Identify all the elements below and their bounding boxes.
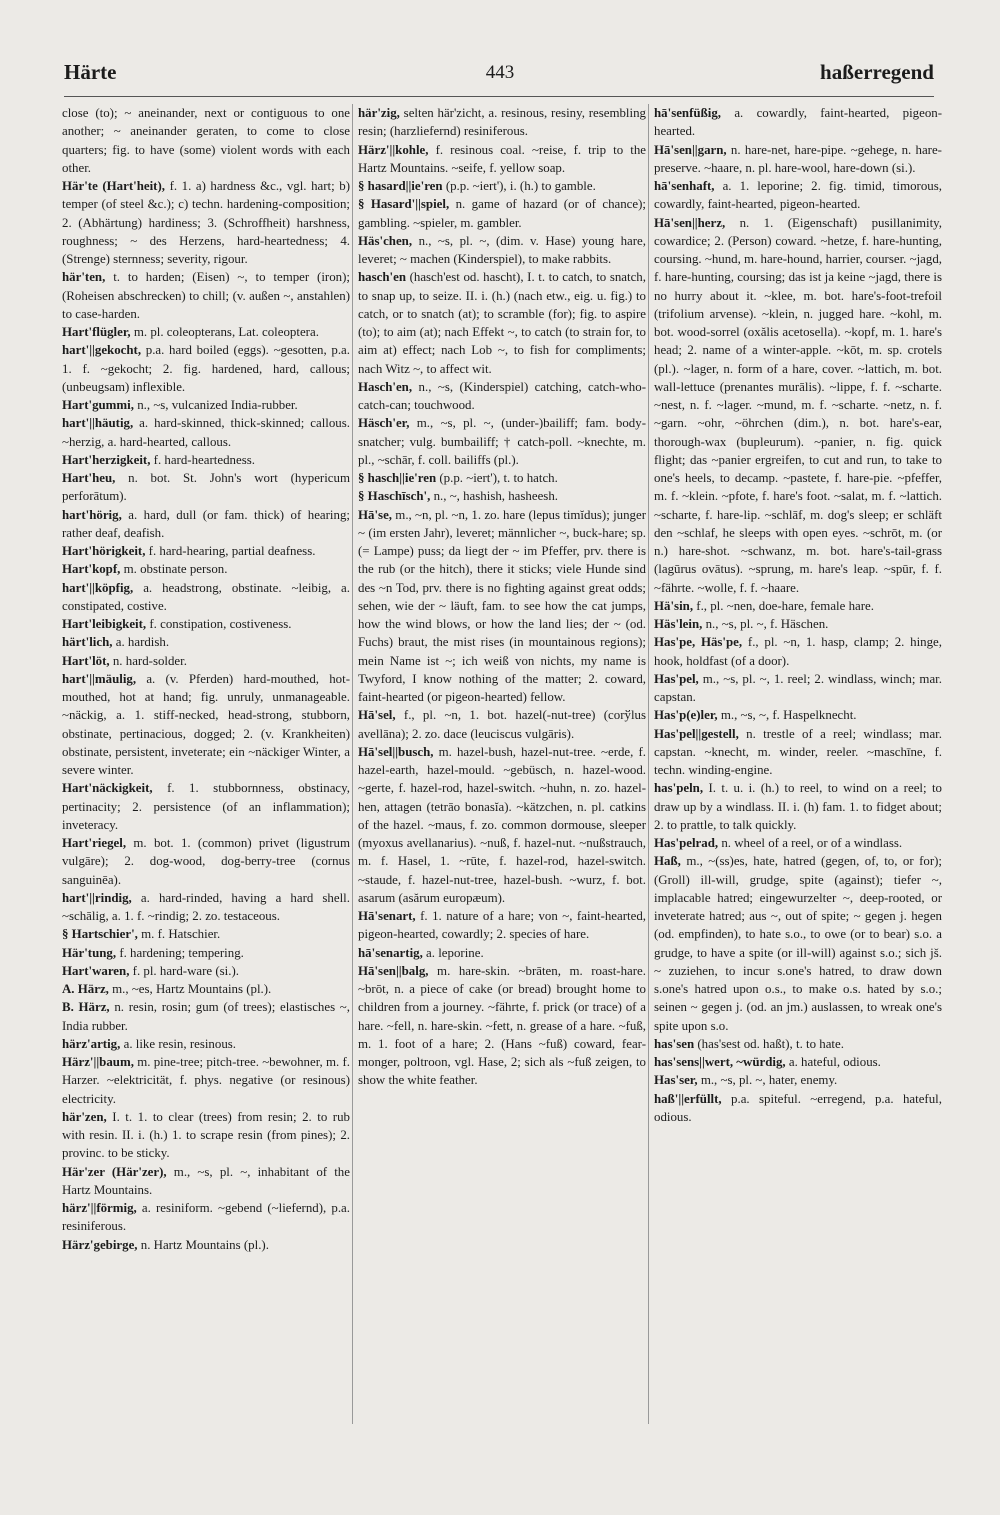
dictionary-entry <box>358 962 646 1090</box>
dictionary-entry <box>654 1071 942 1089</box>
entry-headword: § hasard||ie'ren <box>358 179 443 193</box>
entry-definition: n., ~s, pl. ~, f. Häschen. <box>705 617 829 631</box>
entry-definition: (has'sest od. haßt), t. to hate. <box>697 1036 844 1051</box>
dictionary-entry <box>62 652 350 670</box>
entry-definition: n. Hartz Mountains (pl.). <box>140 1237 269 1252</box>
entry-definition: a. leporine. <box>426 945 484 960</box>
entry-headword: här'zig, <box>358 106 400 120</box>
entry-definition: n. game of hazard (or of chance); gambling. ~spieler, m. gambler. <box>358 197 646 230</box>
column-divider <box>352 104 353 1424</box>
dictionary-entry <box>358 268 646 378</box>
entry-definition: p.a. spiteful. ~erregend, p.a. hateful, odious. <box>654 1091 942 1124</box>
entry-headword: Hā'se, <box>358 507 393 522</box>
entry-definition: n., ~s, (Kinderspiel) catching, catch-who-catch-can; touchwood. <box>358 379 646 412</box>
dictionary-entry <box>358 487 646 505</box>
entry-headword: hā'senfüßig, <box>654 106 721 120</box>
entry-definition: n. 1. (Eigenschaft) pusillanimity, cowardice; 2. (Person) coward. ~hetze, f. hare-hunting, coursing. ~hund, m. hare-hound, harrier, courser. ~jagd, f. hare-hunting, coursing; das ist ja keine ~jagd, there is no hurry about it. ~klee, m. bot. hare's-foot-trefoil (trifolium arvense). ~klein, n. jugged hare. ~kohl, m. bot. wood-sorrel (oxălis acetosella). ~kopf, m. 1. hare's head; 2. name of a winter-apple. ~kōt, m. sp. crotels (pl.). ~lager, n. form of a hare, cover. ~lattich, m. bot. wall-lettuce (prenantes murālis). ~lippe, f. f. ~scharte. ~nest, n. f. ~lager. ~mund, m. f. ~scharte. ~netz, n. f. ~garn. ~ohr, ~öhrchen (dim.), n. bot. hare's-ear, thorough-wax (bupleurum). ~panier, n. fig. quick flight; das ~panier ergreifen, to cut and run, to take to one's heels, to decamp. ~pastete, f. hare-pie. ~pfeffer, m. f. ~klein. ~pfote, f. hare's foot. ~salat, m. f. ~lattich. ~scharte, f. hare-lip. ~schlāf, m. dog's sleep; er schläft den ~schlaf, he sleeps with open eyes. ~schrōt, m. (or n.) hare-shot. ~schwanz, m. bot. hare's-tail-grass (lagūrus ovātus). ~sprung, m. hare's leap. ~spūr, f. f. ~fährte. ~wolle, f. f. ~haare. <box>654 215 942 595</box>
dictionary-entry <box>62 834 350 889</box>
entry-headword: Härz'gebirge, <box>62 1237 138 1252</box>
entry-definition: f. resinous coal. ~reise, f. trip to the Hartz Mountains. ~seife, f. yellow soap. <box>358 142 646 175</box>
entry-headword: has'peln, <box>654 781 704 796</box>
dictionary-entry <box>62 396 350 414</box>
dictionary-entry <box>62 542 350 560</box>
entry-definition: a. headstrong, obstinate. ~leibig, a. constipated, costive. <box>62 580 350 613</box>
entry-headword: § hasch||ie'ren <box>358 471 437 485</box>
entry-definition: m. pl. coleopterans, Lat. coleoptera. <box>133 325 319 339</box>
entry-headword: hā'senhaft, <box>654 179 715 193</box>
dictionary-entry <box>358 232 646 269</box>
column-2 <box>358 104 646 1090</box>
entry-headword: Hā'sen||balg, <box>358 963 429 978</box>
header-rule <box>64 96 934 97</box>
entry-definition: a. resiniform. ~gebend (~liefernd), p.a. resiniferous. <box>62 1201 350 1234</box>
entry-definition: f., pl. ~n, 1. bot. hazel(-nut-tree) (corўlus avellāna); 2. zo. dace (leuciscus vulgāris). <box>358 708 646 741</box>
entry-headword: Hä'sin, <box>654 598 694 613</box>
entry-headword: hart'||gekocht, <box>62 343 142 358</box>
entry-definition: (hasch'est od. hascht), I. t. to catch, to snatch, to snap up, to seize. II. i. (h.) (nach etw., eig. u. fig.) to catch, or to snatch (at); to scramble (for); fig. to aspire (to); to aim (at); nach Effekt ~, to catch (to strain for, to aim at) effect; nach Lob ~, to fish for compliments; nach Witz ~, to affect wit. <box>358 270 646 376</box>
entry-definition: m. bot. 1. (common) privet (ligustrum vulgāre); 2. dog-wood, dog-berry-tree (cornus sanguinēa). <box>62 836 350 887</box>
entry-headword: hart'hörig, <box>62 507 122 522</box>
entry-headword: Hā'sen||garn, <box>654 142 727 157</box>
dictionary-entry <box>358 378 646 415</box>
dictionary-entry <box>654 670 942 707</box>
dictionary-entry <box>654 1090 942 1127</box>
dictionary-entry <box>62 451 350 469</box>
entry-definition: (p.p. ~iert'), i. (h.) to gamble. <box>445 179 596 193</box>
running-head-right: haßerregend <box>820 60 934 84</box>
entry-headword: härz'||förmig, <box>62 1201 137 1215</box>
dictionary-entry <box>62 962 350 980</box>
entry-definition: m. hazel-bush, hazel-nut-tree. ~erde, f. hazel-earth, hazel-mould. ~gebüsch, n. hazel-wood. ~gerte, f. hazel-rod, hazel-switch. ~huhn, n. zo. hazel-hen, attagen (tetrāo bonasĭa). ~kätzchen, n. pl. catkins of the hazel. ~maus, f. zo. common dormouse, sleeper (myoxus avellanarius). ~nuß, f. hazel-nut. ~nußstrauch, m. f. Hasel, 1. ~rūte, f. hazel-rod, hazel-switch. ~staude, f. hazel-nut-tree, hazel-bush. ~wurz, f. bot. asarum (asărum europæum). <box>358 744 646 905</box>
entry-definition: f. hard-heartedness. <box>153 452 255 467</box>
entry-headword: Hā'sel||busch, <box>358 744 434 759</box>
entry-definition: n. hard-solder. <box>112 653 187 668</box>
entry-headword: Härz'||baum, <box>62 1055 134 1069</box>
entry-headword: Has'p(e)ler, <box>654 708 718 723</box>
entry-definition: f., pl. ~n, 1. hasp, clamp; 2. hinge, hook, holdfast (of a door). <box>654 635 942 668</box>
entry-headword: has'sen <box>654 1036 695 1051</box>
entry-headword: has'sens||wert, ~würdig, <box>654 1055 786 1069</box>
dictionary-entry <box>358 469 646 487</box>
entry-definition: f. 1. a) hardness &c., vgl. hart; b) temper (of steel &c.); c) techn. hardening-composition; 2. (Abhärtung) hardiness; 3. (Schroffheit) harshness, roughness; ~ des Herzens, hard-heartedness; 4. (Strenge) sternness; severity, rigour. <box>62 179 351 266</box>
dictionary-entry <box>358 141 646 178</box>
entry-headword: Hart'hörigkeit, <box>62 544 146 558</box>
entry-definition: m. obstinate person. <box>123 562 228 577</box>
dictionary-entry <box>62 506 350 543</box>
entry-definition: f. pl. hard-ware (si.). <box>132 963 239 978</box>
dictionary-entry <box>62 177 350 268</box>
entry-definition: a. hard-rinded, having a hard shell. ~schālig, a. 1. f. ~rindig; 2. zo. testaceous. <box>62 890 350 923</box>
entry-definition: n., ~s, vulcanized India-rubber. <box>137 398 298 412</box>
dictionary-entry <box>62 1199 350 1236</box>
entry-headword: Hart'waren, <box>62 963 130 978</box>
dictionary-entry <box>62 1108 350 1163</box>
entry-definition: f., pl. ~nen, doe-hare, female hare. <box>696 598 874 613</box>
dictionary-entry <box>62 323 350 341</box>
dictionary-entry <box>358 944 646 962</box>
entry-headword: hart'||köpfig, <box>62 580 134 595</box>
entry-definition: a. like resin, resinous. <box>123 1036 237 1051</box>
entry-headword: Hā'sel, <box>358 708 396 723</box>
entry-headword: Hart'gummi, <box>62 398 134 412</box>
entry-headword: hā'senartig, <box>358 945 423 960</box>
dictionary-entry <box>654 1035 942 1053</box>
entry-definition: m., ~es, Hartz Mountains (pl.). <box>112 982 272 996</box>
entry-headword: Härz'||kohle, <box>358 142 429 157</box>
dictionary-entry <box>62 1053 350 1108</box>
entry-definition: m., ~n, pl. ~n, 1. zo. hare (lepus timĭdus); junger ~ (im ersten Jahr), leveret; männlicher ~, buck-hare; sp. (= Lampe) puss; da liegt der ~ im Pfeffer, prv. there is the rub (or the hitch), there it sticks; viele Hunde sind des ~n Tod, prv. there is no fighting against great odds; sehen, wie der ~ läuft, fam. to see how the cat jumps, how the wind blows, or how the land lies; der ~ (od. Fuchs) braut, the mist rises (in mountainous regions); mein Name ist ~; ich weiß von nichts, my name is Twyford, I know nothing of the matter; 2. coward, faint-hearted (or pigeon-hearted) fellow. <box>358 507 646 704</box>
dictionary-entry <box>62 615 350 633</box>
dictionary-entry <box>358 414 646 469</box>
entry-headword: Hart'näckigkeit, <box>62 781 153 796</box>
entry-definition: close (to); ~ aneinander, next or contiguous to one another; ~ aneinander geraten, to come to close quarters; fig. to have (some) violent words with each other. <box>62 106 350 175</box>
entry-definition: a. hard, dull (or fam. thick) of hearing; rather deaf, deafish. <box>62 507 350 540</box>
entry-headword: här'zen, <box>62 1109 107 1124</box>
dictionary-entry <box>654 779 942 834</box>
dictionary-entry <box>654 214 942 597</box>
entry-headword: Hart'riegel, <box>62 836 127 850</box>
dictionary-entry <box>62 944 350 962</box>
entry-headword: § Haschīsch', <box>358 489 431 504</box>
entry-definition: m. hare-skin. ~brāten, m. roast-hare. ~brōt, n. a piece of cake (or bread) brought home to children from a journey. ~fährte, f. prick (or trace) of a hare. ~fell, n. hare-skin. ~fett, n. grease of a hare. ~fuß, m. 1. foot of a hare; 2. (Hans ~fuß) coward, fear-monger, poltroon, vgl. Hase, 2; sich als ~fuß zeigen, to show the white feather. <box>358 963 646 1088</box>
entry-headword: Häs'chen, <box>358 233 413 248</box>
dictionary-entry <box>358 743 646 907</box>
entry-headword: hart'||rindig, <box>62 890 132 905</box>
entry-headword: Has'pe, Häs'pe, <box>654 635 743 650</box>
entry-definition: m. f. Hatschier. <box>141 927 221 942</box>
entry-headword: Hasch'en, <box>358 379 413 394</box>
entry-definition: n. hare-net, hare-pipe. ~gehege, n. hare-preserve. ~haare, n. pl. hare-wool, hare-down (si.). <box>654 142 942 175</box>
dictionary-entry <box>62 414 350 451</box>
entry-definition: a. 1. leporine; 2. fig. timid, timorous, cowardly, faint-hearted, pigeon-hearted. <box>654 179 942 212</box>
dictionary-entry <box>654 725 942 780</box>
entry-headword: Här'te (Hart'heit), <box>62 179 165 193</box>
dictionary-entry <box>62 980 350 998</box>
dictionary-entry <box>62 1163 350 1200</box>
dictionary-entry <box>62 560 350 578</box>
entry-headword: Hart'leibigkeit, <box>62 617 147 631</box>
dictionary-entry <box>654 834 942 852</box>
entry-definition: selten här'zicht, a. resinous, resiny, resembling resin; (harzliefernd) resiniferous. <box>358 106 646 139</box>
dictionary-entry <box>358 506 646 707</box>
entry-definition: n. wheel of a reel, or of a windlass. <box>721 836 903 850</box>
entry-headword: här'ten, <box>62 270 106 285</box>
entry-definition: n. bot. St. John's wort (hypericum perforātum). <box>62 471 350 504</box>
dictionary-entry <box>62 469 350 506</box>
entry-headword: Hā'sen||herz, <box>654 215 726 230</box>
entry-headword: härt'lich, <box>62 635 113 650</box>
entry-headword: Hart'flügler, <box>62 325 131 339</box>
entry-headword: Häs'lein, <box>654 617 703 631</box>
entry-headword: Hart'löt, <box>62 653 110 668</box>
entry-definition: f. constipation, costiveness. <box>149 617 292 631</box>
dictionary-entry <box>62 104 350 177</box>
dictionary-entry <box>654 615 942 633</box>
entry-headword: § Hartschier', <box>62 927 138 942</box>
dictionary-entry <box>654 706 942 724</box>
entry-headword: A. Härz, <box>62 982 109 996</box>
dictionary-entry <box>62 1236 350 1254</box>
entry-definition: f. hard-hearing, partial deafness. <box>148 544 316 558</box>
entry-definition: f. hardening; tempering. <box>119 945 244 960</box>
entry-definition: a. hard-skinned, thick-skinned; callous. ~herzig, a. hard-hearted, callous. <box>62 416 350 449</box>
column-divider <box>648 104 649 1424</box>
dictionary-entry <box>62 779 350 834</box>
dictionary-entry <box>62 998 350 1035</box>
dictionary-entry <box>654 852 942 1035</box>
entry-headword: Has'ser, <box>654 1073 698 1088</box>
dictionary-entry <box>358 104 646 141</box>
entry-headword: Hart'herzigkeit, <box>62 452 151 467</box>
column-1 <box>62 104 350 1254</box>
entry-definition: a. cowardly, faint-hearted, pigeon-hearted. <box>654 106 942 139</box>
entry-definition: m., ~s, pl. ~, inhabitant of the Hartz Mountains. <box>62 1164 350 1197</box>
entry-definition: n., ~, hashish, hasheesh. <box>433 489 558 504</box>
entry-definition: f. 1. stubbornness, obstinacy, pertinacity; 2. persistence (of an inflammation); inveteracy. <box>62 781 350 832</box>
dictionary-entry <box>62 633 350 651</box>
dictionary-entry <box>358 177 646 195</box>
dictionary-entry <box>358 907 646 944</box>
page-number: 443 <box>485 62 515 83</box>
entry-headword: Här'zer (Här'zer), <box>62 1164 167 1179</box>
entry-definition: a. hateful, odious. <box>788 1055 881 1069</box>
entry-headword: hart'||mäulig, <box>62 671 137 686</box>
entry-definition: a. hardish. <box>115 635 170 650</box>
dictionary-entry <box>358 706 646 743</box>
dictionary-entry <box>62 579 350 616</box>
entry-headword: B. Härz, <box>62 1000 110 1015</box>
dictionary-entry <box>358 195 646 232</box>
dictionary-entry <box>62 341 350 396</box>
entry-headword: Hā'senart, <box>358 909 416 923</box>
entry-definition: m., ~s, pl. ~, 1. reel; 2. windlass, winch; mar. capstan. <box>654 671 942 704</box>
dictionary-entry <box>62 670 350 780</box>
entry-definition: t. to harden; (Eisen) ~, to temper (iron); (Roheisen abschrecken) to chill; (v. außen ~, anstahlen) to case-harden. <box>62 270 350 321</box>
entry-headword: härz'artig, <box>62 1036 121 1051</box>
entry-headword: Här'tung, <box>62 945 117 960</box>
entry-headword: Häsch'er, <box>358 416 410 431</box>
entry-definition: n., ~s, pl. ~, (dim. v. Hase) young hare, leveret; ~ machen (Kinderspiel), to make rabbits. <box>358 233 646 266</box>
column-3 <box>654 104 942 1126</box>
dictionary-entry <box>654 104 942 141</box>
dictionary-entry <box>654 633 942 670</box>
dictionary-entry <box>62 268 350 323</box>
entry-headword: Has'pelrad, <box>654 836 719 850</box>
entry-headword: Haß, <box>654 854 681 869</box>
entry-definition: (p.p. ~iert'), t. to hatch. <box>439 471 558 485</box>
entry-definition: m., ~s, pl. ~, (under-)bailiff; fam. body-snatcher; vulg. bumbailiff; † catch-poll. ~knechte, m. pl., ~schār, f. coll. bailiffs (pl.). <box>358 416 646 467</box>
entry-definition: f. 1. nature of a hare; von ~, faint-hearted, pigeon-hearted, cowardly; 2. species of hare. <box>358 909 646 942</box>
entry-headword: hart'||häutig, <box>62 416 134 431</box>
entry-headword: § Hasard'||spiel, <box>358 197 450 212</box>
dictionary-entry <box>654 141 942 178</box>
entry-definition: m. pine-tree; pitch-tree. ~bewohner, m. f. Harzer. ~elektricität, f. phys. negative (or resinous) electricity. <box>62 1055 350 1106</box>
dictionary-entry <box>654 1053 942 1071</box>
entry-headword: Has'pel, <box>654 671 699 686</box>
entry-headword: Hart'kopf, <box>62 562 121 577</box>
entry-headword: Has'pel||gestell, <box>654 726 739 741</box>
entry-definition: I. t. 1. to clear (trees) from resin; 2. to rub with resin. II. i. (h.) 1. to scrape resin (from pines); 2. provinc. to be sticky. <box>62 1109 350 1161</box>
entry-definition: n. resin, rosin; gum (of trees); elastisches ~, India rubber. <box>62 1000 350 1033</box>
entry-headword: haß'||erfüllt, <box>654 1091 722 1106</box>
dictionary-entry <box>62 889 350 926</box>
entry-headword: hasch'en <box>358 270 406 285</box>
dictionary-entry <box>62 925 350 943</box>
entry-definition: m., ~(ss)es, hate, hatred (gegen, of, to, or for); (Groll) ill-will, grudge, spite (against); tiefer ~, implacable hatred; eingewurzelter ~, deep-rooted, or inveterate hatred; aus ~, out of spite; ~ gegen j. hegen (od. empfinden), to hate s.o., to owe (or to bear) s.o. a grudge, to have a spite (or ill-will) against s.o.; sich jš. ~ zuziehen, to incur s.one's hatred, to draw down s.one's hatred upon o.s., to make o.s. hated by s.o.; seinen ~ gegen j. (od. an jm.) auslassen, to wreak one's spite upon s.o. <box>654 854 942 1033</box>
entry-definition: m., ~s, ~, f. Haspelknecht. <box>720 708 857 723</box>
entry-definition: n. trestle of a reel; windlass; mar. capstan. ~knecht, m. winder, reeler. ~maschīne, f. techn. winding-engine. <box>654 726 942 777</box>
entry-definition: p.a. hard boiled (eggs). ~gesotten, p.a. 1. f. ~gekocht; 2. fig. hardened, hard, callous; (unbeugsam) inflexible. <box>62 343 350 394</box>
entry-definition: I. t. u. i. (h.) to reel, to wind on a reel; to draw up by a windlass. II. i. (h) fam. 1. to fidget about; 2. to prattle, to talk quickly. <box>654 781 942 832</box>
entry-definition: a. (v. Pferden) hard-mouthed, hot-mouthed, hot at hand; fig. unruly, unmanageable. ~näckig, a. 1. stiff-necked, head-strong, stubborn, obstinate, pertinacious, dogged; 2. (v. Krankheiten) obstinate, persistent, inveterate; ein ~näckiger Winter, a severe winter. <box>62 671 350 777</box>
running-head-left: Härte <box>64 60 117 84</box>
dictionary-entry <box>62 1035 350 1053</box>
entry-headword: Hart'heu, <box>62 471 116 485</box>
dictionary-entry <box>654 177 942 214</box>
entry-definition: m., ~s, pl. ~, hater, enemy. <box>700 1073 838 1088</box>
dictionary-entry <box>654 597 942 615</box>
